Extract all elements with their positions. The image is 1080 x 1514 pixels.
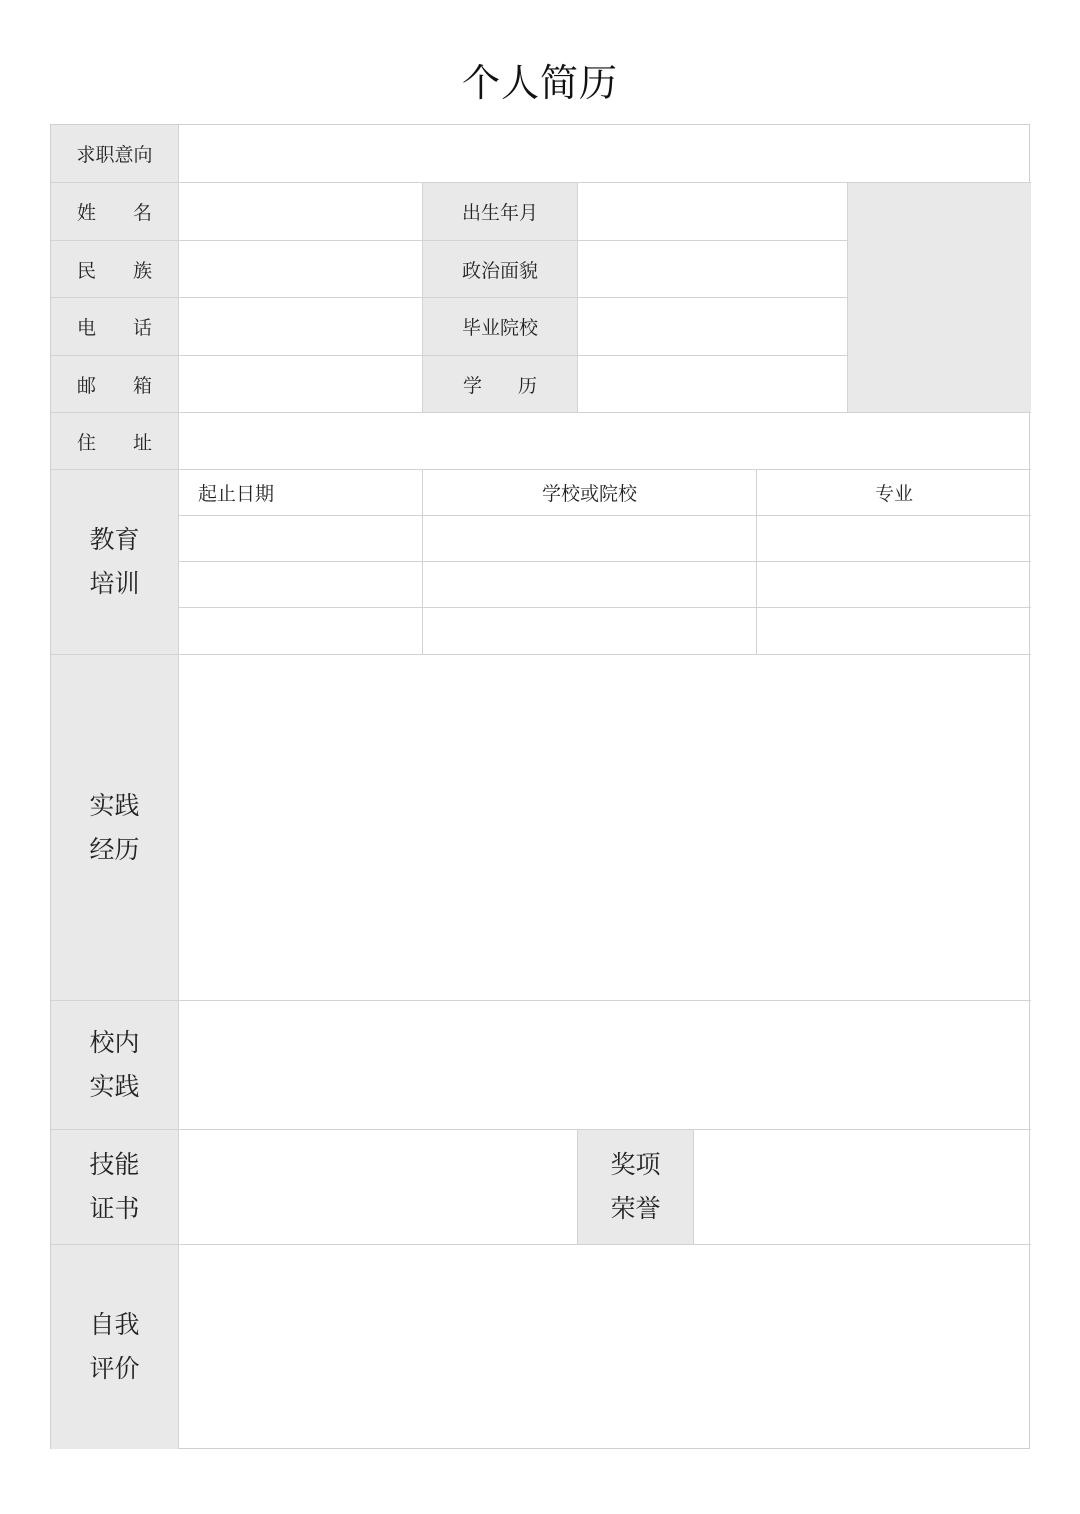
photo-box[interactable]	[848, 183, 1031, 413]
school-field[interactable]	[578, 298, 848, 356]
edu-col-school	[423, 470, 757, 516]
edu-col-date-text: 起止日期	[198, 483, 275, 505]
skills-label-line-1: 技能	[89, 1150, 140, 1179]
address-label-char-1: 住	[77, 431, 97, 454]
awards-label	[578, 1130, 694, 1245]
page-title: 个人简历	[461, 61, 618, 105]
awards-label-line-1: 奖项	[610, 1150, 661, 1179]
address-label-char-2: 址	[132, 431, 152, 454]
email-label-char-1: 邮	[77, 374, 97, 397]
degree-label-char-2: 历	[518, 374, 538, 397]
email-field[interactable]	[179, 356, 423, 413]
email-label-char-2: 箱	[132, 374, 152, 397]
campus-label-line-2: 实践	[89, 1072, 140, 1101]
job-intention-label-text: 求职意向	[76, 144, 153, 166]
ethnicity-label	[51, 241, 179, 298]
skills-label-line-2: 证书	[89, 1194, 140, 1223]
edu-col-school-text: 学校或院校	[541, 483, 637, 505]
birth-field[interactable]	[578, 183, 848, 241]
practice-label	[51, 655, 179, 1001]
name-label-char-2: 名	[132, 202, 152, 224]
edu-col-major-text: 专业	[874, 483, 913, 505]
school-label	[423, 298, 578, 356]
edu-row-1-school[interactable]	[423, 516, 757, 562]
birth-label	[423, 183, 578, 241]
job-intention-label	[51, 125, 179, 183]
skills-label	[51, 1130, 179, 1245]
resume-form	[50, 124, 1030, 1449]
name-label-char-1: 姓	[77, 202, 97, 224]
phone-label	[51, 298, 179, 356]
campus-label	[51, 1001, 179, 1130]
awards-field[interactable]	[694, 1130, 1031, 1245]
practice-label-line-2: 经历	[89, 834, 140, 864]
edu-row-2-school[interactable]	[423, 562, 757, 608]
political-label	[423, 241, 578, 298]
birth-label-text: 出生年月	[461, 202, 538, 224]
self-eval-label-line-1: 自我	[89, 1310, 140, 1339]
degree-label	[423, 356, 578, 413]
phone-field[interactable]	[179, 298, 423, 356]
self-eval-field[interactable]	[179, 1245, 1031, 1449]
self-eval-label-line-2: 评价	[89, 1354, 140, 1383]
education-label-line-2: 培训	[89, 569, 140, 598]
name-label	[51, 183, 179, 241]
degree-label-char-1: 学	[462, 374, 482, 397]
edu-row-1-date[interactable]	[179, 516, 423, 562]
political-label-text: 政治面貌	[461, 259, 538, 282]
ethnicity-field[interactable]	[179, 241, 423, 298]
ethnicity-label-char-2: 族	[132, 259, 152, 282]
phone-label-char-1: 电	[77, 317, 97, 339]
edu-row-3-school[interactable]	[423, 608, 757, 655]
skills-field[interactable]	[179, 1130, 578, 1245]
political-field[interactable]	[578, 241, 848, 298]
phone-label-char-2: 话	[132, 317, 152, 339]
job-intention-field[interactable]	[179, 125, 1031, 183]
practice-label-line-1: 实践	[89, 790, 140, 820]
edu-row-1-major[interactable]	[757, 516, 1031, 562]
ethnicity-label-char-1: 民	[77, 259, 97, 282]
awards-label-line-2: 荣誉	[610, 1194, 661, 1223]
edu-row-3-major[interactable]	[757, 608, 1031, 655]
education-label-line-1: 教育	[89, 525, 140, 554]
campus-field[interactable]	[179, 1001, 1031, 1130]
email-label	[51, 356, 179, 413]
practice-field[interactable]	[179, 655, 1031, 1001]
campus-label-line-1: 校内	[89, 1028, 140, 1057]
address-field[interactable]	[179, 413, 1031, 470]
address-label	[51, 413, 179, 470]
edu-row-2-major[interactable]	[757, 562, 1031, 608]
name-field[interactable]	[179, 183, 423, 241]
edu-col-date	[179, 470, 423, 516]
edu-row-3-date[interactable]	[179, 608, 423, 655]
education-label	[51, 470, 179, 655]
edu-col-major	[757, 470, 1031, 516]
edu-row-2-date[interactable]	[179, 562, 423, 608]
degree-field[interactable]	[578, 356, 848, 413]
self-eval-label	[51, 1245, 179, 1449]
school-label-text: 毕业院校	[461, 317, 538, 339]
